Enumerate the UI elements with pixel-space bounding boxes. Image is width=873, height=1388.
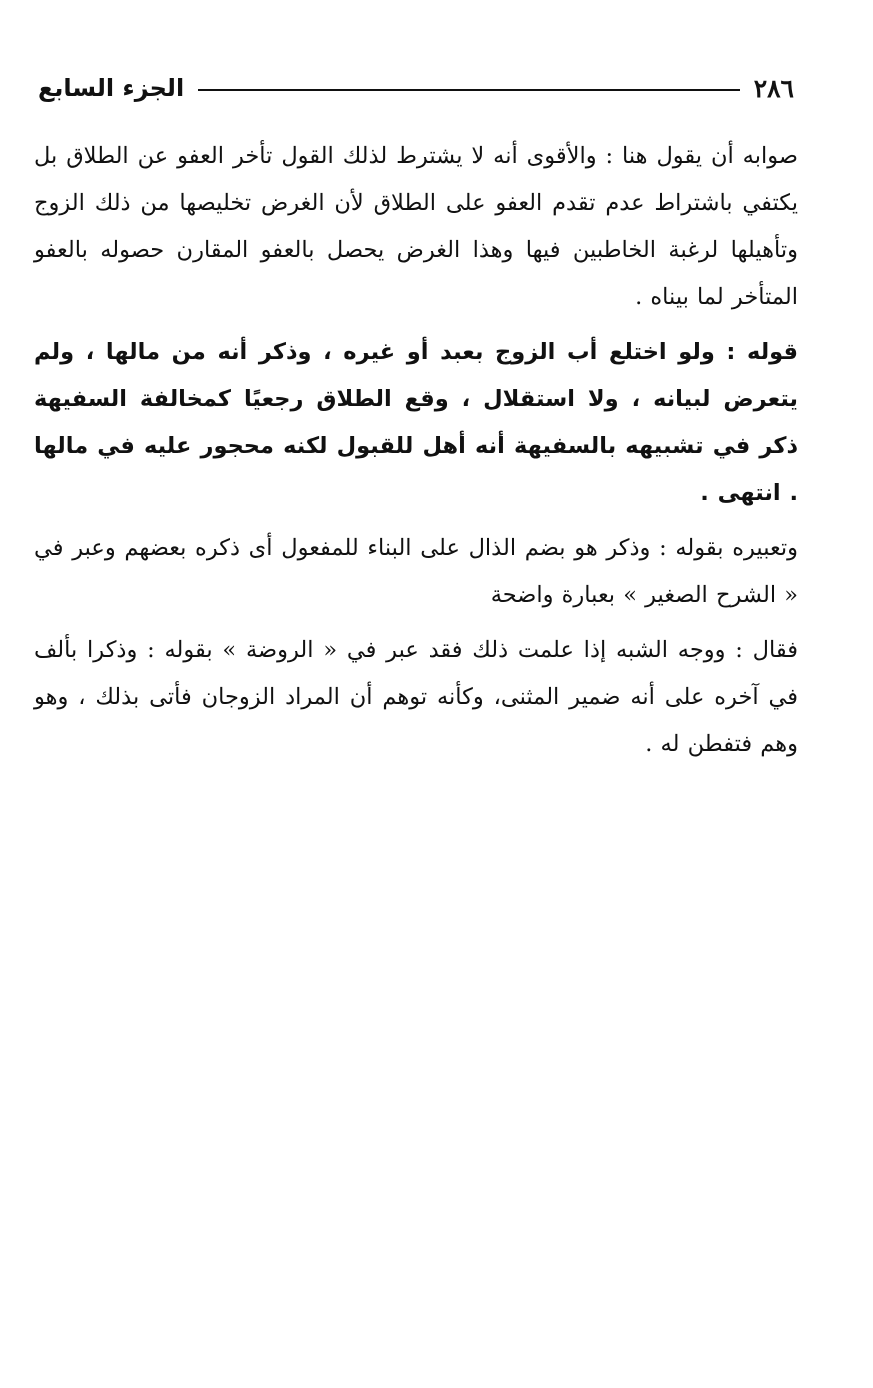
page-header: [38, 66, 794, 110]
paragraph: صوابه أن يقول هنا : والأقوى أنه لا يشترط لذلك القول تأخر العفو عن الطلاق بل يكتفي باشتراط عدم تقدم العفو على الطلاق لأن الغرض تخليصها من ذلك الزوج وتأهيلها لرغبة الخاطبين فيها وهذا الغرض يحصل بالعفو المقارن حصوله بالعفو المتأخر لما بيناه .: [34, 143, 798, 310]
paragraph: وتعبيره بقوله : وذكر هو بضم الذال على البناء للمفعول أى ذكره بعضهم وعبر في « الشرح الصغير » بعبارة واضحة: [34, 535, 798, 608]
paragraph: فقال : ووجه الشبه إذا علمت ذلك فقد عبر في « الروضة » بقوله : وذكرا بألف في آخره على أنه ضمير المثنى، وكأنه توهم أن المراد الزوجان فأتى بذلك ، وهو وهم فتفطن له .: [34, 637, 798, 757]
quoted-statement-paragraph: قوله : ولو اختلع أب الزوج بعبد أو غيره ، وذكر أنه من مالها ، ولم يتعرض لبيانه ، ولا استقلال ، وقع الطلاق رجعيًا كمخالفة السفيهة ذكر في تشبيهه بالسفيهة أنه أهل للقبول لكنه محجور عليه في مالها . انتهى .: [34, 339, 798, 506]
body-text: [34, 133, 798, 768]
header-rule: [198, 89, 740, 91]
page-number: ٢٨٦: [753, 73, 794, 103]
running-title: الجزء السابع: [38, 74, 185, 102]
